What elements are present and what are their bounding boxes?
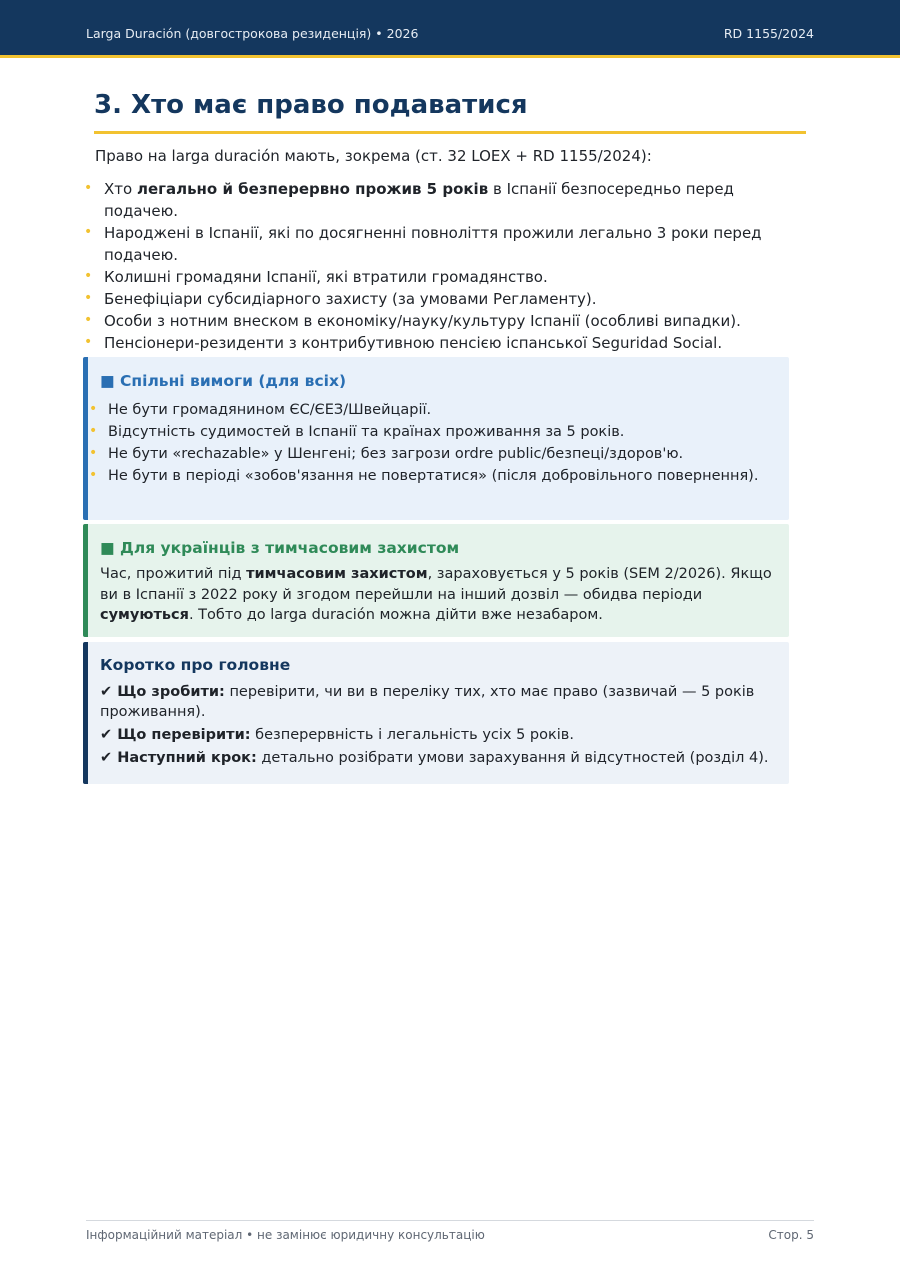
bullet-icon: • bbox=[84, 290, 93, 306]
list-item: • Відсутність судимостей в Іспанії та країнах проживання за 5 років. bbox=[89, 423, 625, 440]
footer-disclaimer: Інформаційний матеріал • не замінює юридичну консультацію bbox=[86, 1228, 485, 1242]
list-item: • Не бути в періоді «зобов'язання не повертатися» (після добровільного повернення). bbox=[89, 467, 759, 484]
ukrainians-box bbox=[83, 524, 789, 637]
list-item: • Хто легально й безперервно прожив 5 років в Іспанії безпосередньо перед подачею. bbox=[84, 180, 734, 220]
list-item: • Колишні громадяни Іспанії, які втратили громадянство. bbox=[84, 268, 548, 286]
list-item: • Не бути «rechazable» у Шенгені; без загрози ordre public/безпеці/здоров'ю. bbox=[89, 445, 684, 462]
section-intro: Право на larga duración мають, зокрема (ст. 32 LOEX + RD 1155/2024): bbox=[95, 147, 652, 165]
page-header bbox=[0, 0, 900, 58]
bullet-icon: • bbox=[89, 445, 98, 461]
summary-box bbox=[83, 642, 789, 784]
header-document-title: Larga Duración (довгострокова резиденція) • 2026 bbox=[86, 26, 419, 41]
list-item: • Пенсіонери-резиденти з контрибутивною пенсією іспанської Seguridad Social. bbox=[84, 334, 723, 352]
bullet-icon: • bbox=[84, 334, 93, 350]
common-requirements-list bbox=[89, 399, 768, 487]
summary-item: ✔ Наступний крок: детально розібрати умови зарахування й відсутностей (розділ 4). bbox=[100, 750, 769, 766]
ukrainians-title: ■ Для українців з тимчасовим захистом bbox=[100, 539, 460, 557]
summary-item: ✔ Що зробити: перевірити, чи ви в переліку тих, хто має право (зазвичай — 5 років проживання). bbox=[100, 684, 755, 720]
list-item: • Бенефіціари субсидіарного захисту (за умовами Регламенту). bbox=[84, 290, 597, 308]
bullet-icon: • bbox=[89, 401, 98, 417]
list-item: • Не бути громадянином ЄС/ЄЕЗ/Швейцарії. bbox=[89, 401, 432, 418]
page-number: Стор. 5 bbox=[768, 1228, 814, 1242]
bullet-icon: • bbox=[89, 423, 98, 439]
common-requirements-box bbox=[83, 357, 789, 520]
bullet-icon: • bbox=[84, 180, 93, 196]
section-title: 3. Хто має право подаватися bbox=[94, 90, 528, 120]
list-item: • Особи з нотним внеском в економіку/науку/культуру Іспанії (особливі випадки). bbox=[84, 312, 741, 330]
summary-title: Коротко про головне bbox=[100, 656, 291, 674]
header-regulation-ref: RD 1155/2024 bbox=[723, 26, 814, 41]
common-requirements-title: ■ Спільні вимоги (для всіх) bbox=[100, 372, 347, 390]
bullet-icon: • bbox=[84, 224, 93, 240]
eligibility-list bbox=[84, 178, 794, 354]
bullet-icon: • bbox=[89, 467, 98, 483]
title-underline bbox=[94, 131, 806, 134]
summary-item: ✔ Що перевірити: безперервність і легальність усіх 5 років. bbox=[100, 727, 574, 743]
list-item: • Народжені в Іспанії, які по досягненні повноліття прожили легально 3 роки перед подачею. bbox=[84, 224, 762, 264]
bullet-icon: • bbox=[84, 268, 93, 284]
ukrainians-text: Час, прожитий під тимчасовим захистом, зараховується у 5 років (SEM 2/2026). Якщо ви в Іспанії з 2022 року й згодом перейшли на інший дозвіл — обидва періоди сумуються. Тобто до larga duración можна дійти вже незабаром. bbox=[100, 566, 772, 623]
bullet-icon: • bbox=[84, 312, 93, 328]
footer-divider bbox=[86, 1220, 814, 1221]
